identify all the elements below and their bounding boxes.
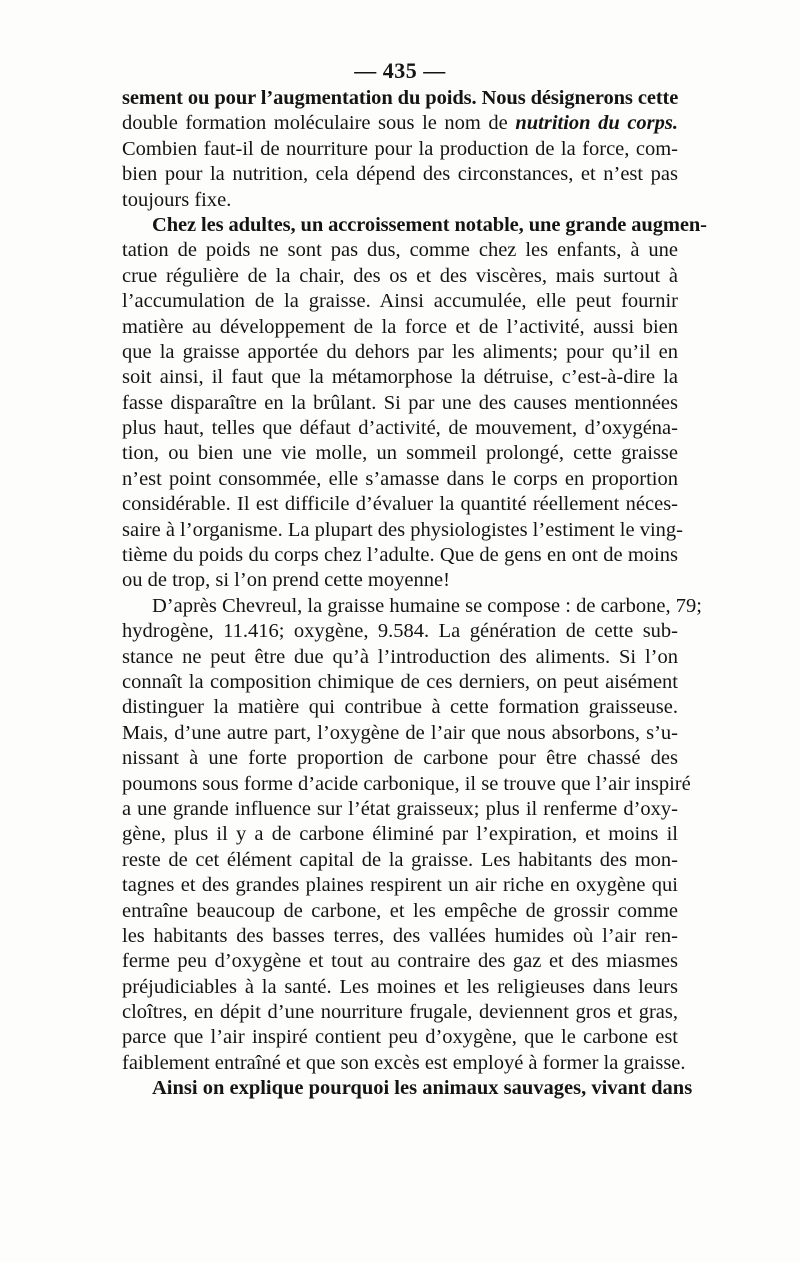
emphasized-term: nutrition du corps. (515, 112, 679, 135)
text-line-content: distinguer la matière qui contribue à cette formation graisseuse. (122, 696, 678, 719)
text-line-content: ferme peu d’oxygène et tout au contraire des gaz et des miasmes (122, 950, 678, 973)
text-line-content: ou de trop, si l’on prend cette moyenne! (122, 569, 450, 592)
text-line (122, 213, 707, 238)
text-line-content: gène, plus il y a de carbone éliminé par l’expiration, et moins il (122, 823, 678, 846)
text-line (122, 264, 678, 289)
text-line (122, 873, 678, 898)
text-line (122, 467, 678, 492)
text-line (122, 86, 678, 111)
text-line-content: tion, ou bien une vie molle, un sommeil prolongé, cette graisse (122, 442, 678, 465)
text-line-content: que la graisse apportée du dehors par les aliments; pour qu’il en (122, 340, 678, 363)
text-line-content: crue régulière de la chair, des os et des viscères, mais surtout à (122, 264, 678, 287)
text-line (122, 924, 678, 949)
text-line-content: connaît la composition chimique de ces derniers, on peut aisément (122, 670, 678, 693)
text-line (122, 746, 678, 771)
text-line-content: parce que l’air inspiré contient peu d’oxygène, que le carbone est (122, 1026, 678, 1049)
text-line (122, 619, 678, 644)
text-line (122, 1000, 678, 1025)
text-line (122, 416, 678, 441)
text-line (122, 721, 678, 746)
text-line (122, 492, 678, 517)
text-line (122, 315, 678, 340)
text-line (122, 238, 678, 263)
text-line-content: reste de cet élément capital de la graisse. Les habitants des mon- (122, 848, 678, 871)
text-line-content: Combien faut-il de nourriture pour la production de la force, com- (122, 137, 678, 160)
text-line-content: saire à l’organisme. La plupart des physiologistes l’estiment le ving- (122, 518, 683, 541)
text-line (122, 670, 678, 695)
text-line (122, 975, 678, 1000)
text-line-content: double formation moléculaire sous le nom de (122, 112, 516, 135)
text-line-content: l’accumulation de la graisse. Ainsi accumulée, elle peut fournir (122, 290, 678, 313)
text-line-content: entraîne beaucoup de carbone, et les empêche de grossir comme (122, 899, 678, 922)
text-line (122, 162, 678, 187)
text-line-content: cloîtres, en dépit d’une nourriture frugale, deviennent gros et gras, (122, 1001, 678, 1024)
text-line (122, 518, 683, 543)
text-line (122, 441, 678, 466)
text-line (122, 1076, 693, 1101)
text-line-content: hydrogène, 11.416; oxygène, 9.584. La génération de cette sub- (122, 620, 678, 643)
text-line (122, 340, 678, 365)
text-line-content: a une grande influence sur l’état graisseux; plus il renferme d’oxy- (122, 797, 678, 820)
text-line (122, 1025, 678, 1050)
text-line (122, 594, 702, 619)
text-line-content: soit ainsi, il faut que la métamorphose la détruise, c’est-à-dire la (122, 366, 678, 389)
text-line (122, 822, 678, 847)
text-line (122, 391, 678, 416)
text-line-content: poumons sous forme d’acide carbonique, il se trouve que l’air inspiré (122, 772, 691, 795)
text-line-content: préjudiciables à la santé. Les moines et les religieuses dans leurs (122, 975, 678, 998)
text-line (122, 797, 678, 822)
text-line-content: stance ne peut être due qu’à l’introduction des aliments. Si l’on (122, 645, 678, 668)
text-line-content: nissant à une forte proportion de carbone pour être chassé des (122, 747, 678, 770)
text-line (122, 289, 678, 314)
text-line-content: Chez les adultes, un accroissement notable, une grande augmen- (152, 213, 707, 236)
text-line (122, 568, 678, 593)
text-line-content: bien pour la nutrition, cela dépend des circonstances, et n’est pas (122, 163, 678, 186)
text-line-content: tagnes et des grandes plaines respirent un air riche en oxygène qui (122, 874, 678, 897)
text-line-content: considérable. Il est difficile d’évaluer la quantité réellement néces- (122, 493, 678, 516)
text-line-content: plus haut, telles que défaut d’activité, de mouvement, d’oxygéna- (122, 417, 678, 440)
text-line-content: tième du poids du corps chez l’adulte. Que de gens en ont de moins (122, 544, 678, 567)
text-line (122, 1051, 686, 1076)
text-line (122, 543, 678, 568)
text-line-content: faiblement entraîné et que son excès est employé à former la graisse. (122, 1051, 686, 1074)
text-line-content: les habitants des basses terres, des vallées humides où l’air ren- (122, 924, 678, 947)
text-line-content: sement ou pour l’augmentation du poids. Nous désignerons cette (122, 87, 679, 109)
text-line (122, 772, 691, 797)
text-line-content: matière au développement de la force et de l’activité, aussi bien (122, 315, 678, 338)
text-line-content: fasse disparaître en la brûlant. Si par une des causes mentionnées (122, 391, 678, 414)
text-line (122, 848, 678, 873)
text-line (122, 899, 678, 924)
text-line-content: toujours fixe. (122, 188, 232, 211)
text-line-content: n’est point consommée, elle s’amasse dans le corps en proportion (122, 467, 678, 490)
text-line (122, 188, 678, 213)
body-text (122, 86, 707, 1102)
text-line (122, 111, 678, 136)
text-line-content: D’après Chevreul, la graisse humaine se compose : de carbone, 79; (152, 594, 702, 617)
text-line (122, 949, 678, 974)
text-line (122, 695, 678, 720)
text-line-content: tation de poids ne sont pas dus, comme chez les enfants, à une (122, 239, 678, 262)
text-line (122, 137, 678, 162)
text-line (122, 645, 678, 670)
page-number: — 435 — (354, 58, 446, 83)
text-line-content: Ainsi on explique pourquoi les animaux sauvages, vivant dans (152, 1077, 693, 1100)
text-line-content: Mais, d’une autre part, l’oxygène de l’air que nous absorbons, s’u- (122, 721, 678, 744)
text-line (122, 365, 678, 390)
